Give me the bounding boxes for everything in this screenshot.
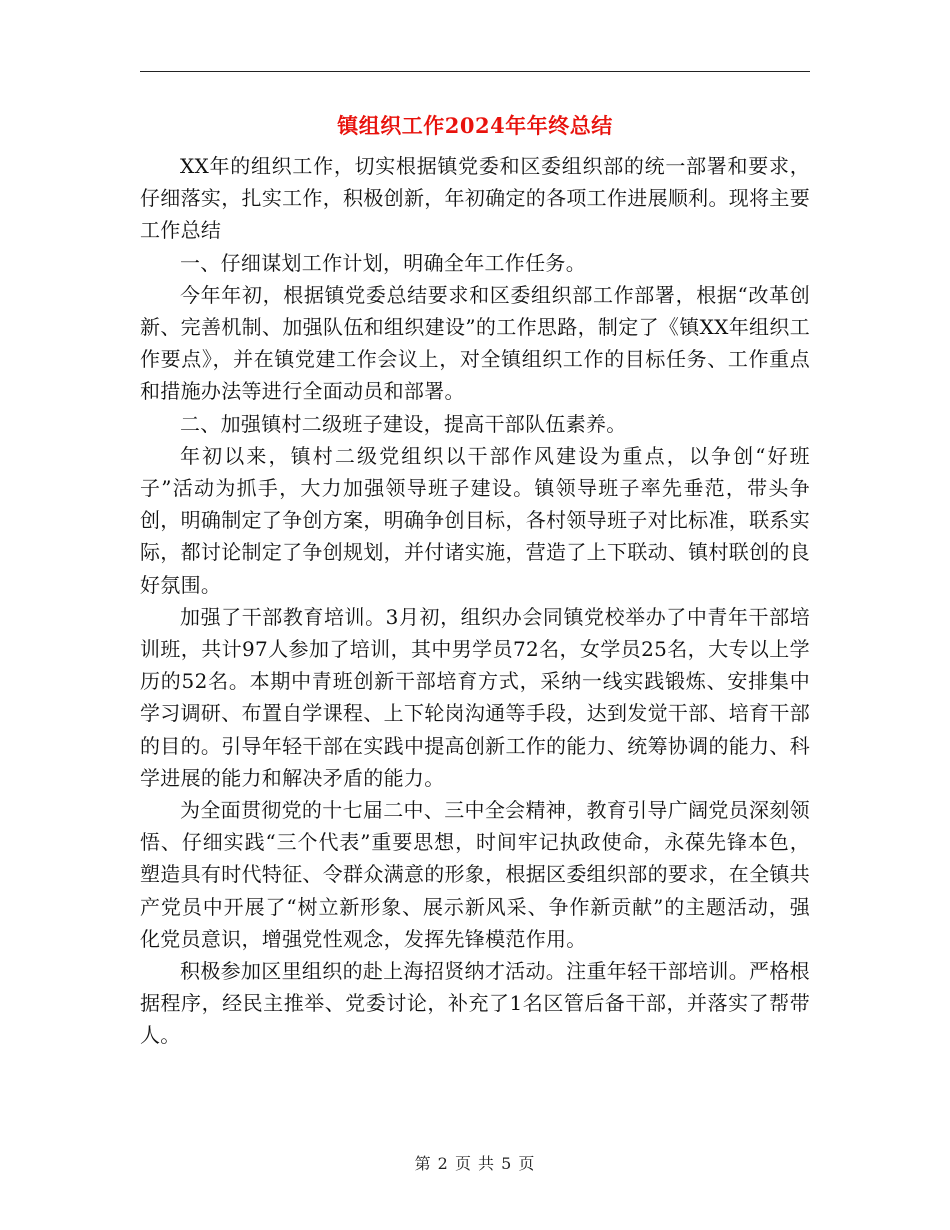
paragraph-recruitment: 积极参加区里组织的赴上海招贤纳才活动。注重年轻干部培训。严格根据程序，经民主推举、党委讨论，补充了1名区管后备干部，并落实了帮带人。 [140, 959, 810, 1048]
header-rule [140, 71, 810, 72]
paragraph-plan: 今年年初，根据镇党委总结要求和区委组织部工作部署，根据“改革创新、完善机制、加强队伍和组织建设”的工作思路，制定了《镇XX年组织工作要点》，并在镇党建工作会议上，对全镇组织工作的目标任务、工作重点和措施办法等进行全面动员和部署。 [140, 282, 810, 404]
paragraph-intro: XX年的组织工作，切实根据镇党委和区委组织部的统一部署和要求，仔细落实，扎实工作，积极创新，年初确定的各项工作进展顺利。现将主要工作总结 [140, 154, 810, 243]
document-title: 镇组织工作2024年年终总结 [337, 113, 613, 138]
section-heading-1: 一、仔细谋划工作计划，明确全年工作任务。 [180, 250, 586, 275]
page-indicator: 第 2 页 共 5 页 [414, 1154, 536, 1173]
paragraph-training: 加强了干部教育培训。3月初，组织办会同镇党校举办了中青年干部培训班，共计97人参加了培训，其中男学员72名，女学员25名，大专以上学历的52名。本期中青班创新干部培育方式，采纳一线实践锻炼、安排集中学习调研、布置自学课程、上下轮岗沟通等手段，达到发觉干部、培育干部的目的。引导年轻干部在实践中提高创新工作的能力、统筹协调的能力、科学进展的能力和解决矛盾的能力。 [140, 604, 810, 790]
section-heading-2: 二、加强镇村二级班子建设，提高干部队伍素养。 [180, 411, 627, 436]
paragraph-theme-activity: 为全面贯彻党的十七届二中、三中全会精神，教育引导广阔党员深刻领悟、仔细实践“三个代表”重要思想，时间牢记执政使命，永葆先锋本色，塑造具有时代特征、令群众满意的形象，根据区委组织部的要求，在全镇共产党员中开展了“树立新形象、展示新风采、争作新贡献”的主题活动，强化党员意识，增强党性观念，发挥先锋模范作用。 [140, 798, 810, 951]
document-body [140, 150, 810, 1052]
paragraph-team-building: 年初以来，镇村二级党组织以干部作风建设为重点，以争创“好班子”活动为抓手，大力加强领导班子建设。镇领导班子率先垂范，带头争创，明确制定了争创方案，明确争创目标，各村领导班子对比标准，联系实际，都讨论制定了争创规划，并付诸实施，营造了上下联动、镇村联创的良好氛围。 [140, 443, 810, 597]
